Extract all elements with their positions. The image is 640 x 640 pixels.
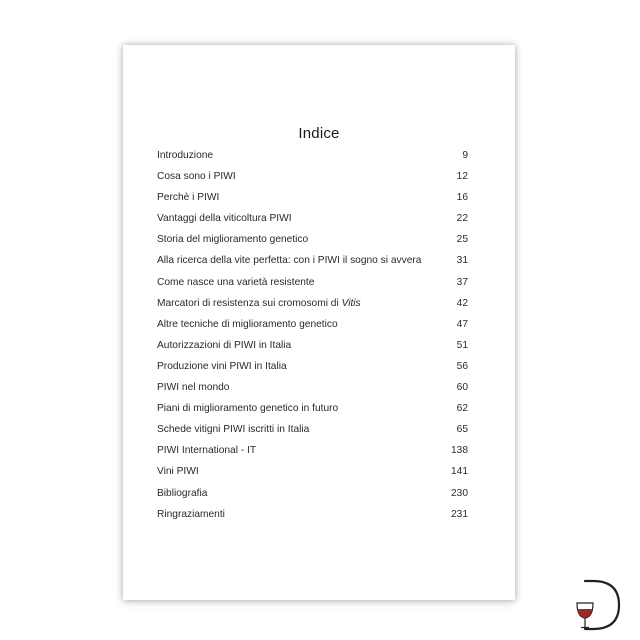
logo-wine-fill [578,609,593,618]
toc-entry [157,255,468,276]
toc-entry-label: Altre tecniche di miglioramento genetico [157,318,338,330]
toc-entry-label-italic: Vitis [341,297,361,309]
toc-entry-label: Perchè i PIWI [157,192,220,204]
toc-entry-label-text: Marcatori di resistenza sui cromosomi di [157,297,342,309]
toc-entry [157,277,468,298]
toc-entry-page: 47 [456,318,468,330]
toc-entry-page: 60 [456,382,468,394]
toc-entry-label: Storia del miglioramento genetico [157,234,309,246]
toc-entry-label: Produzione vini PIWI in Italia [157,360,287,372]
toc-entry-label: PIWI nel mondo [157,382,230,394]
toc-entry-label: Alla ricerca della vite perfetta: con i PIWI il sogno si avvera [157,255,422,267]
table-of-contents [157,150,468,530]
page-title: Indice [298,125,340,142]
toc-entry [157,192,468,213]
toc-entry-page: 56 [456,360,468,372]
toc-entry-page: 22 [456,213,468,225]
toc-entry-label: Bibliografia [157,487,208,499]
toc-entry-page: 16 [456,192,468,204]
toc-entry [157,488,468,509]
toc-entry-page: 138 [451,445,468,457]
toc-entry-page: 12 [456,171,468,183]
toc-entry [157,445,468,466]
toc-entry-page: 231 [451,508,468,520]
toc-entry-label: Vini PIWI [157,466,199,478]
toc-entry [157,424,468,445]
toc-entry [157,234,468,255]
toc-entry-label: Autorizzazioni di PIWI in Italia [157,339,292,351]
toc-entry-label [157,298,361,309]
toc-entry [157,298,468,319]
toc-entry [157,361,468,382]
toc-entry-page: 62 [456,403,468,415]
toc-entry-page: 65 [456,424,468,436]
toc-entry-label: Introduzione [157,150,214,161]
toc-entry [157,509,468,530]
toc-entry [157,150,468,171]
toc-entry-label: PIWI International - IT [157,445,257,457]
toc-entry [157,466,468,487]
toc-entry [157,213,468,234]
toc-entry-page: 141 [451,466,468,478]
toc-entry-page: 230 [451,487,468,499]
toc-entry [157,319,468,340]
toc-entry-label: Cosa sono i PIWI [157,171,236,183]
toc-entry-page: 25 [456,234,468,246]
toc-entry-label: Schede vitigni PIWI iscritti in Italia [157,424,310,436]
toc-entry-page: 9 [462,150,468,161]
toc-entry [157,171,468,192]
toc-entry-label: Vantaggi della viticoltura PIWI [157,213,292,225]
wine-glass-d-logo-icon [571,577,627,633]
toc-entry-page: 31 [456,255,468,267]
toc-entry-label: Come nasce una varietà resistente [157,276,315,288]
toc-entry-page: 42 [456,297,468,309]
logo-d-outline [585,581,619,629]
toc-entry-label: Piani di miglioramento genetico in futuro [157,403,339,415]
toc-entry-page: 51 [456,339,468,351]
book-page [123,45,515,600]
toc-entry [157,382,468,403]
toc-entry-label: Ringraziamenti [157,508,225,520]
toc-entry [157,340,468,361]
toc-entry-page: 37 [456,276,468,288]
toc-entry [157,403,468,424]
